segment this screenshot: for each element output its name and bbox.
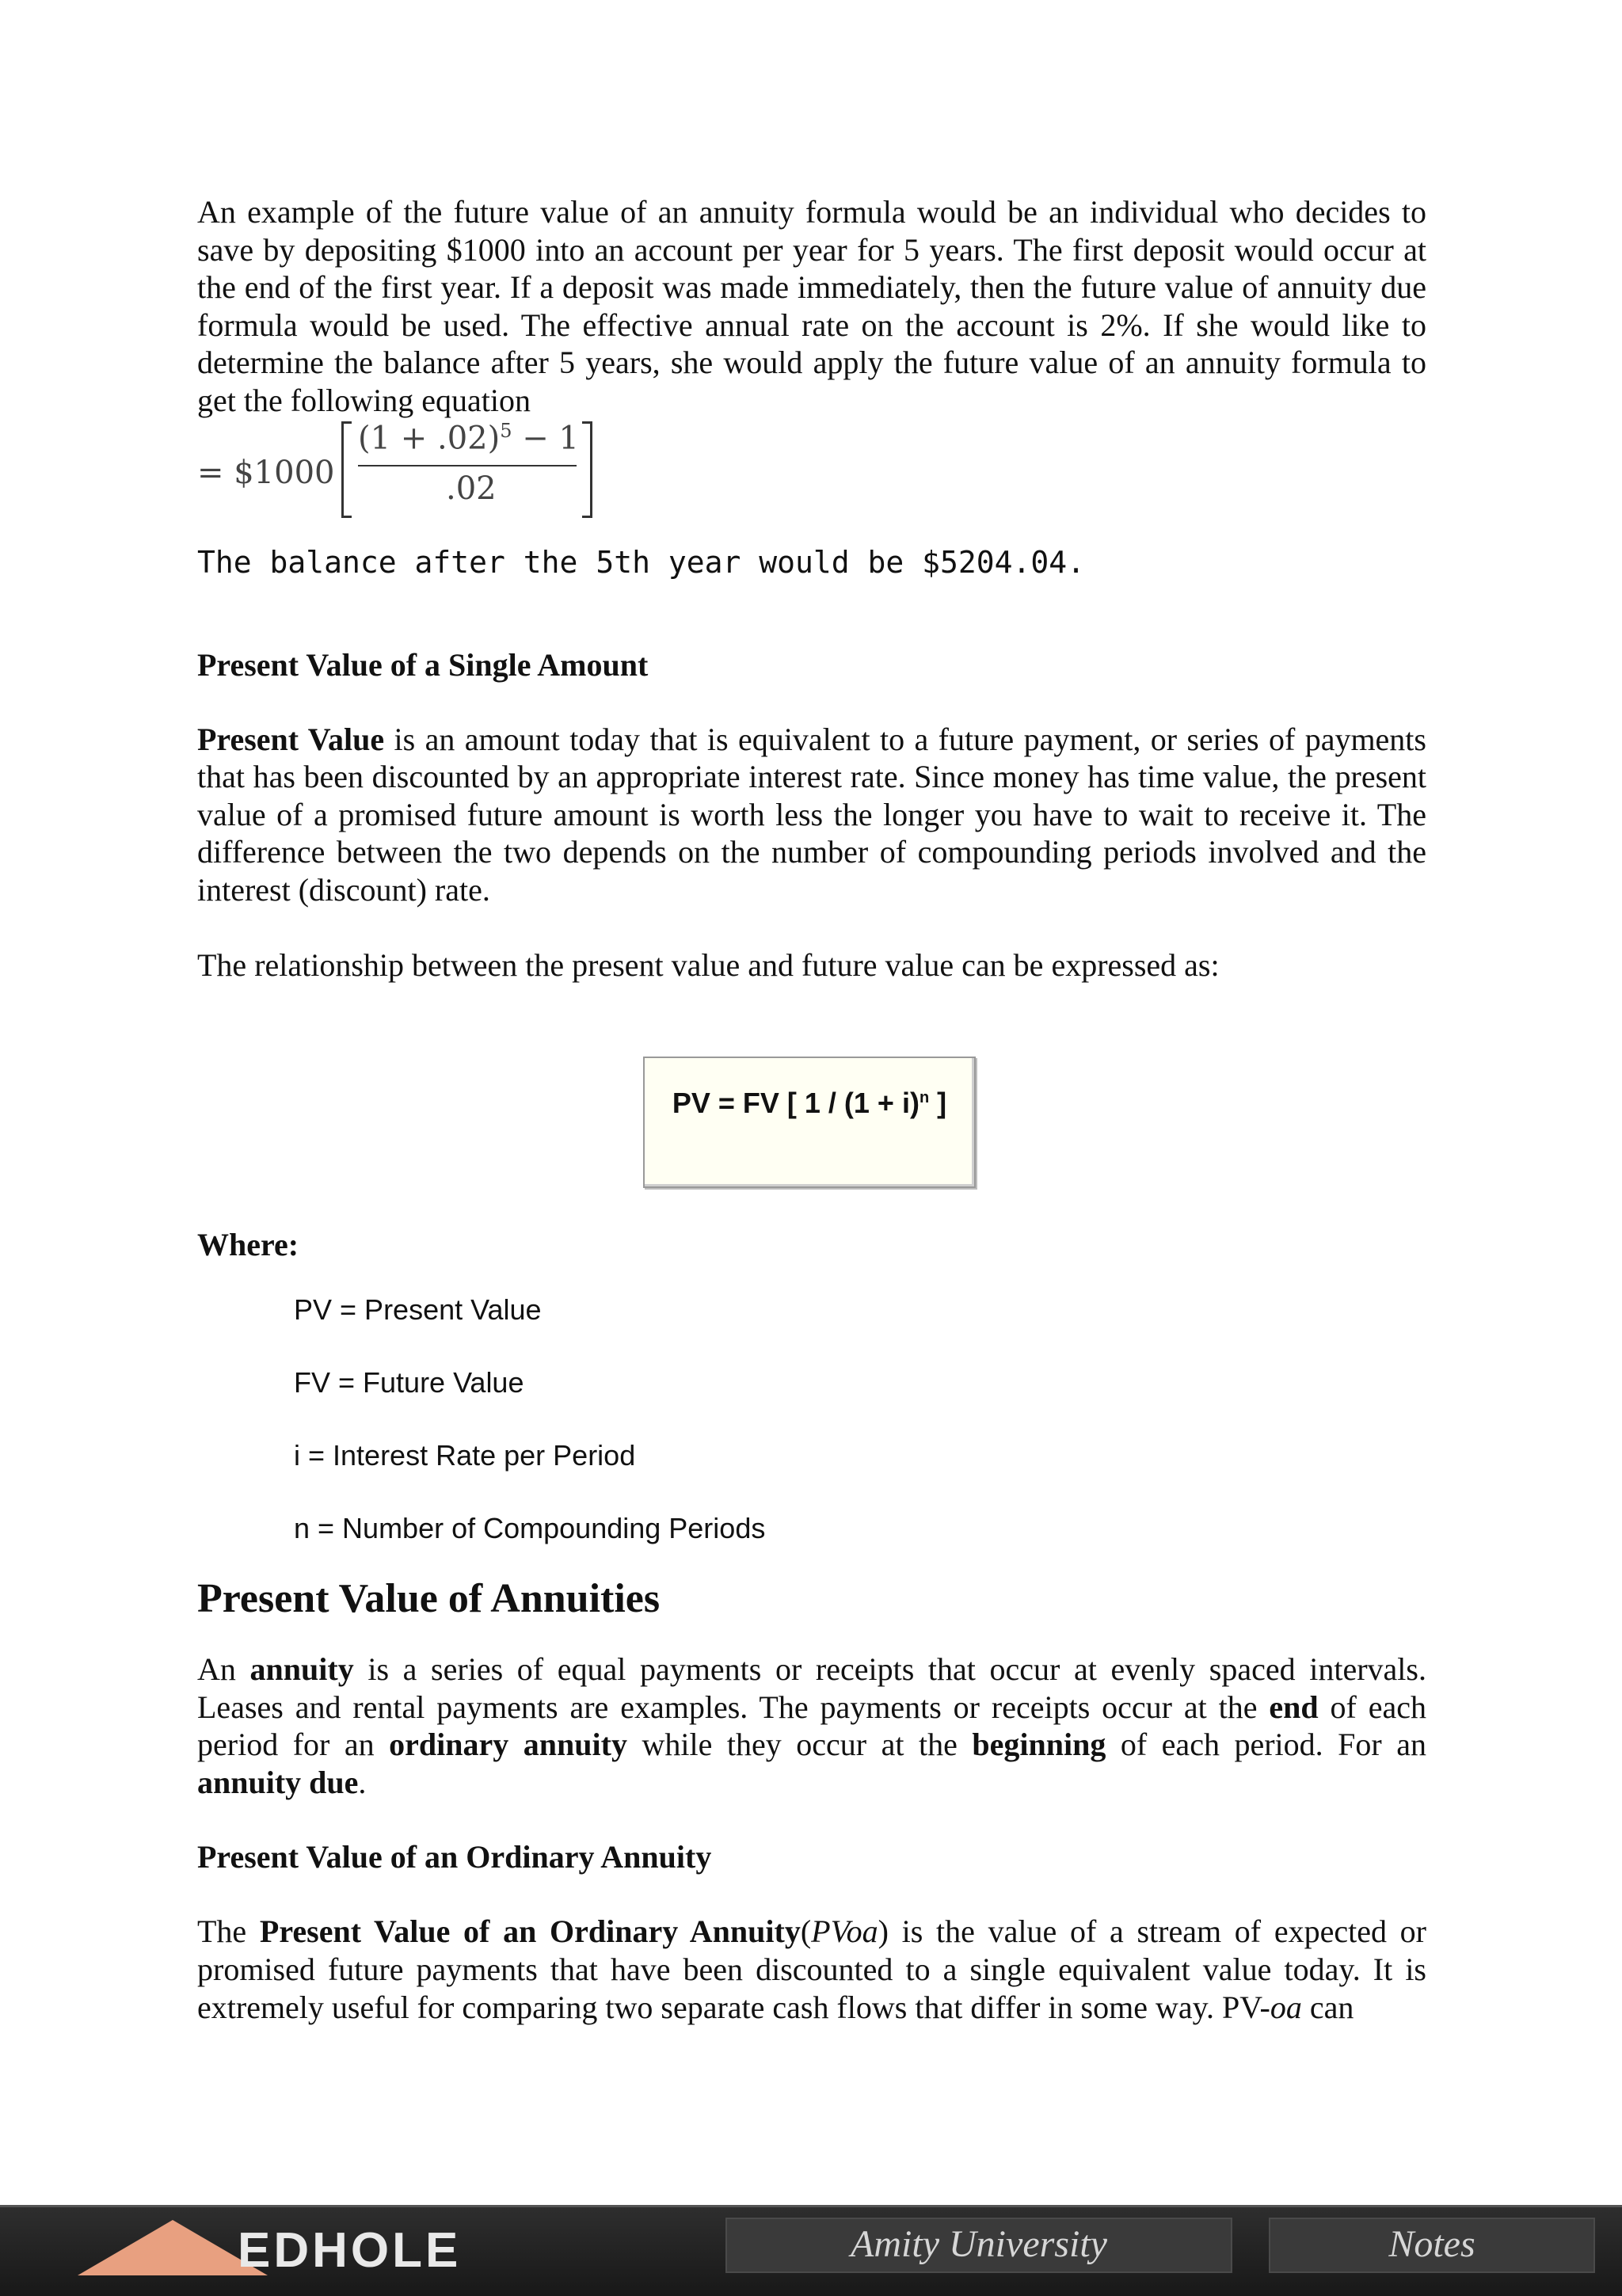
definitions-section	[197, 1226, 1426, 2026]
definition-item: n = Number of Compounding Periods	[294, 1512, 766, 1544]
pv-formula-box: PV = FV [ $1 / (1 + i)^n$ ]	[643, 1057, 976, 1188]
footer-university-tab: Amity University	[725, 2218, 1232, 2273]
left-bracket	[341, 421, 352, 518]
ordinary-annuity-paragraph: The Present Value of an Ordinary Annuity(PVoa) is the value of a stream of expected or promised future payments that have been discounted to a single equivalent value today. It is extremely useful for comparing two separate cash flows that differ in some way. PV-oa can	[197, 1913, 1427, 2025]
intro-paragraph: An example of the future value of an annuity formula would be an individual who decides to save by depositing $1000 into an account per year for 5 years. The first deposit would occur at the end of the first year. If a deposit was made immediately, then the future value of annuity due formula would be used. The effective annual rate on the account is 2%. If she would like to determine the balance after 5 years, she would apply the future value of an annuity formula to get the following equation	[197, 194, 1426, 418]
pv-single-heading: Present Value of a Single Amount	[197, 646, 649, 683]
annuity-paragraph: An annuity is a series of equal payments or receipts that occur at evenly spaced intervals. Leases and rental payments are examples. The payments or receipts occur at the end of each period for an ordinary annuity while they occur at the beginning of each period. For an annuity due.	[197, 1651, 1427, 1800]
definition-item: FV = Future Value	[294, 1366, 524, 1399]
relationship-text: The relationship between the present value and future value can be expressed as:	[197, 946, 1220, 983]
definition-list	[294, 1293, 1426, 1571]
where-label: Where:	[197, 1227, 299, 1262]
balance-statement: The balance after the 5th year would be $5204.04.	[197, 544, 1086, 580]
equation-lead: = $1000	[197, 454, 335, 491]
footer-notes-tab: Notes	[1269, 2218, 1595, 2273]
fraction-line	[358, 465, 577, 466]
document-body	[197, 193, 1426, 984]
equation-numerator: $(1 + .02)^5 - 1$	[358, 419, 579, 456]
pv-definition-paragraph: Present Value is an amount today that is equivalent to a future payment, or series of payments that has been discounted by an appropriate interest rate. Since money has time value, the present value of a promised future amount is worth less the longer you have to wait to receive it. The difference between the two depends on the number of compounding periods involved and the interest (discount) rate.	[197, 721, 1426, 908]
ordinary-annuity-heading: Present Value of an Ordinary Annuity	[197, 1839, 712, 1875]
right-bracket	[582, 421, 592, 518]
future-value-equation	[197, 421, 1426, 540]
definition-item: i = Interest Rate per Period	[294, 1439, 636, 1472]
edhole-logo: EDHOLE	[238, 2223, 462, 2278]
equation-denominator: .02	[446, 470, 497, 507]
definition-item: PV = Present Value	[294, 1293, 542, 1326]
pv-annuities-heading: Present Value of Annuities	[197, 1576, 661, 1621]
